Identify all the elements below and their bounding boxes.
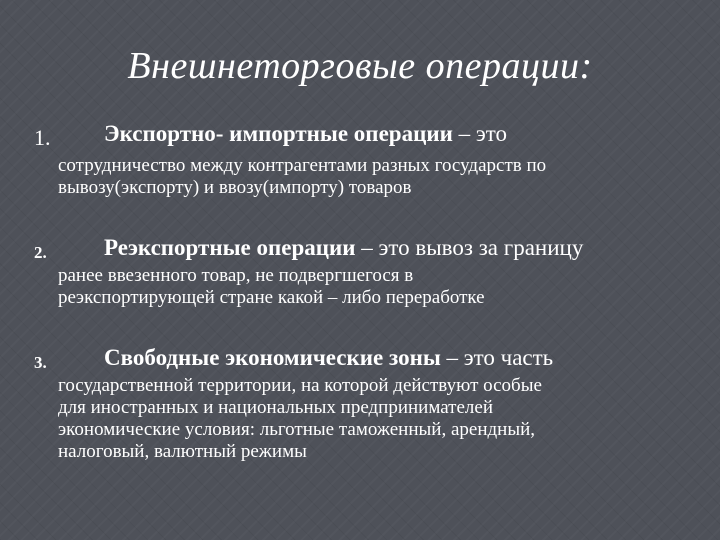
description-line: ранее ввезенного товар, не подвергшегося в <box>58 265 414 286</box>
item-description <box>58 265 708 309</box>
description-line: государственной территории, на которой действуют особые <box>58 375 542 396</box>
item-heading <box>104 344 553 372</box>
item-term: Реэкспортные операции <box>104 235 356 260</box>
item-heading <box>104 234 583 262</box>
item-lead: – это вывоз за границу <box>355 235 584 260</box>
item-number: 3. <box>34 353 47 372</box>
item-description <box>58 155 708 199</box>
item-heading <box>104 120 507 148</box>
description-line: экономические условия: льготные таможенный, арендный, <box>58 419 536 440</box>
description-line: сотрудничество между контрагентами разных государств по <box>58 155 547 176</box>
description-line: реэкспортирующей стране какой – либо переработке <box>58 287 485 308</box>
description-line: вывозу(экспорту) и ввозу(импорту) товаров <box>58 177 412 198</box>
item-lead: – это часть <box>440 345 554 370</box>
item-number: 1. <box>34 125 51 150</box>
slide-title: Внешнеторговые операции: <box>127 45 593 87</box>
description-line: налоговый, валютный режимы <box>58 441 307 462</box>
item-term: Экспортно- импортные операции <box>104 121 453 146</box>
item-description <box>58 375 708 463</box>
item-lead: – это <box>452 121 507 146</box>
description-line: для иностранных и национальных предпринимателей <box>58 397 493 418</box>
item-number: 2. <box>34 243 47 262</box>
item-term: Свободные экономические зоны <box>104 345 441 370</box>
